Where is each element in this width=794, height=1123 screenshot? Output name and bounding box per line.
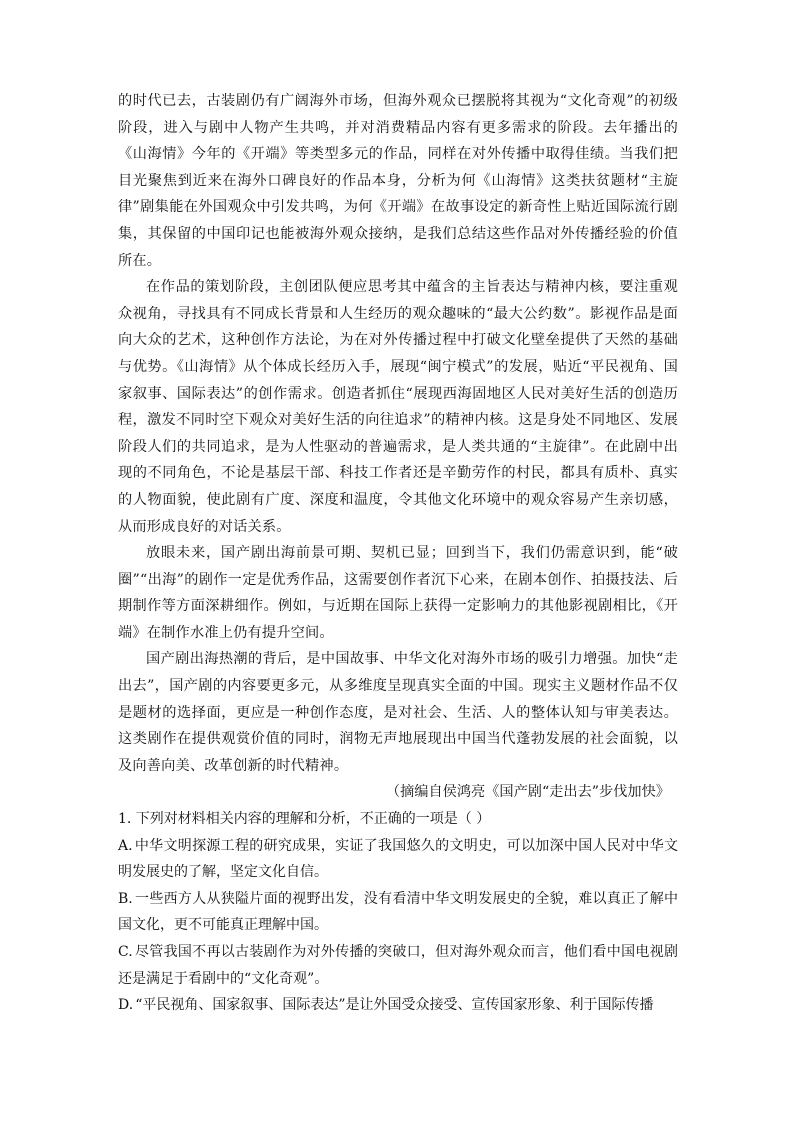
article-paragraph-2: 在作品的策划阶段，主创团队便应思考其中蕴含的主旨表达与精神内核，要注重观众视角，寻找具有不同成长背景和人生经历的观众趣味的“最大公约数”。影视作品是面向大众的艺术，这种创作方法论，为在对外传播过程中打破文化壁垒提供了天然的基础与优势。《山海情》从个体成长经历入手，展现“闽宁模式”的发展，贴近“平民视角、国家叙事、国际表达”的创作需求。创造者抓住“展现西海固地区人民对美好生活的创造历程，激发不同时空下观众对美好生活的向往追求”的精神内核。这是身处不同地区、发展阶段人们的共同追求，是为人性驱动的普遍需求，是人类共通的“主旋律”。在此剧中出现的不同角色，不论是基层干部、科技工作者还是辛勤劳作的村民，都具有质朴、真实的人物面貌，使此剧有广度、深度和温度，令其他文化环境中的观众容易产生亲切感，从而形成良好的对话关系。 [118, 279, 678, 535]
option-d-letter: D. [118, 997, 134, 1014]
option-a-letter: A. [118, 837, 133, 854]
article-paragraph-1: 的时代已去，古装剧仍有广阔海外市场，但海外观众已摆脱将其视为“文化奇观”的初级阶段，进入与剧中人物产生共鸣，并对消费精品内容有更多需求的阶段。去年播出的《山海情》今年的《开端》等类型多元的作品，同样在对外传播中取得佳绩。当我们把目光聚焦到近来在海外口碑良好的作品本身，分析为何《山海情》这类扶贫题材“主旋律”剧集能在外国观众中引发共鸣，为何《开端》在故事设定的新奇性上贴近国际流行剧集，其保留的中国印记也能被海外观众接纳，是我们总结这些作品对外传播经验的价值所在。 [118, 93, 678, 269]
article-source: （摘编自侯鸿亮《国产剧“走出去”步伐加快》 [385, 784, 670, 801]
option-b-letter: B. [118, 890, 133, 907]
option-a-text: 中华文明探源工程的研究成果，实证了我国悠久的文明史，可以加深中国人民对中华文明发展史的了解，坚定文化自信。 [118, 837, 678, 881]
article-paragraph-4: 国产剧出海热潮的背后，是中国故事、中华文化对海外市场的吸引力增强。加快“走出去”，国产剧的内容要更多元，从多维度呈现真实全面的中国。现实主义题材作品不仅是题材的选择面，更应是一种创作态度，是对社会、生活、人的整体认知与审美表达。这类剧作在提供观赏价值的同时，润物无声地展现出中国当代蓬勃发展的社会面貌，以及向善向美、改革创新的时代精神。 [118, 651, 678, 774]
option-d [118, 992, 678, 1019]
question-stem: 1. 下列对材料相关内容的理解和分析，不正确的一项是（ ） [118, 811, 491, 828]
option-b [118, 886, 678, 939]
option-c-letter: C. [118, 944, 133, 960]
option-a [118, 833, 678, 886]
option-d-text: “平民视角、国家叙事、国际表达”是让外国受众接受、宣传国家形象、利于国际传播 [135, 997, 654, 1014]
option-c [118, 939, 678, 992]
option-c-text: 尽管我国不再以古装剧作为对外传播的突破口，但对海外观众而言，他们看中国电视剧还是满足于看剧中的“文化奇观”。 [118, 944, 678, 987]
document-page [118, 88, 678, 1019]
article-paragraph-3: 放眼未来，国产剧出海前景可期、契机已显；回到当下，我们仍需意识到，能“破圈”“出海”的剧作一定是优秀作品，这需要创作者沉下心来，在剧本创作、拍摄技法、后期制作等方面深耕细作。例如，与近期在国际上获得一定影响力的其他影视剧相比，《开端》在制作水准上仍有提升空间。 [118, 545, 678, 641]
option-b-text: 一些西方人从狭隘片面的视野出发，没有看清中华文明发展史的全貌，难以真正了解中国文化，更不可能真正理解中国。 [118, 890, 678, 934]
